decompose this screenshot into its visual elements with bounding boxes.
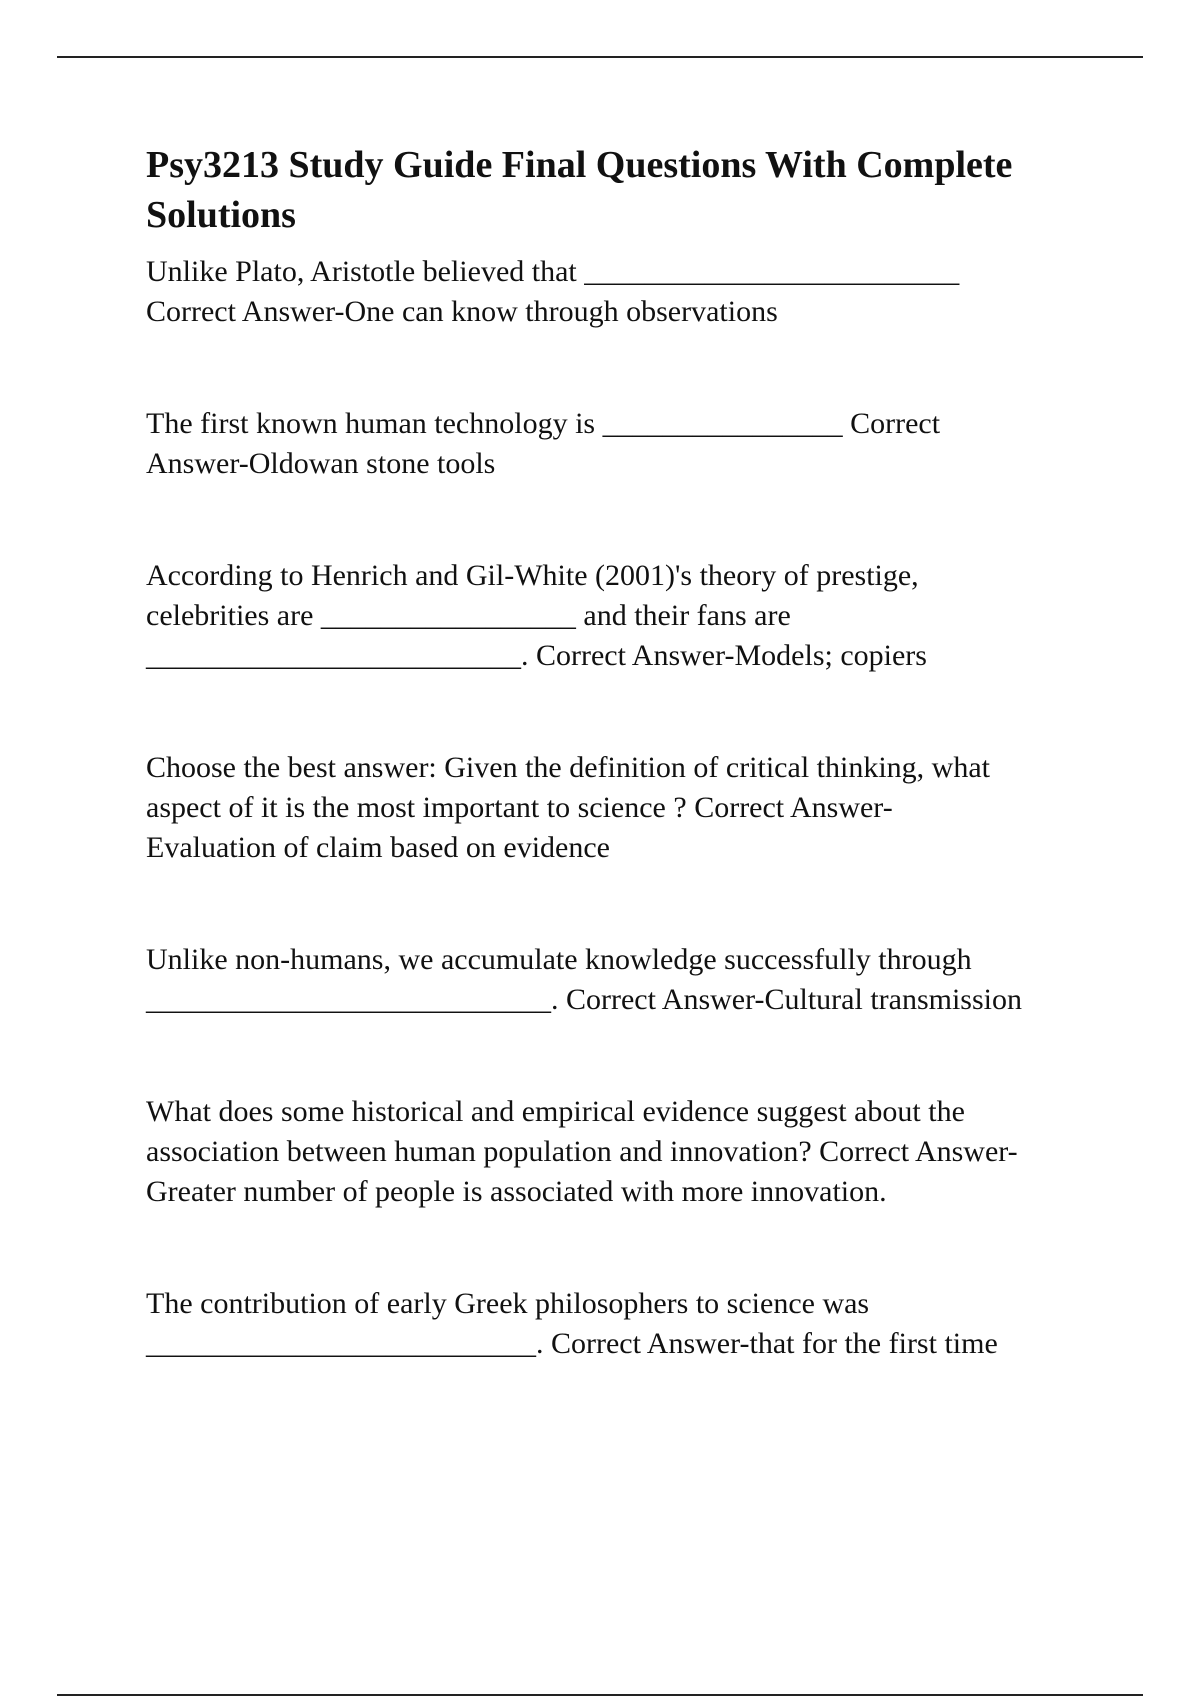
question-item	[146, 1092, 1106, 1212]
question-item	[146, 556, 1106, 676]
answer-text-line: Correct Answer-One can know through observations	[146, 295, 778, 328]
question-text-line: What does some historical and empirical evidence suggest about the	[146, 1095, 965, 1128]
question-item	[146, 252, 1106, 332]
header-rule	[57, 56, 1143, 58]
answer-text-line: Greater number of people is associated with more innovation.	[146, 1175, 887, 1208]
answer-text-line: __________________________. Correct Answer-that for the first time	[146, 1327, 998, 1360]
title-line-2: Solutions	[146, 194, 296, 236]
question-text-line: Choose the best answer: Given the definition of critical thinking, what	[146, 751, 990, 784]
question-text-line: association between human population and innovation? Correct Answer-	[146, 1135, 1018, 1168]
question-text-line: According to Henrich and Gil-White (2001)'s theory of prestige,	[146, 559, 919, 592]
question-text-line: Unlike non-humans, we accumulate knowledge successfully through	[146, 943, 972, 976]
question-text-line: Unlike Plato, Aristotle believed that _________________________	[146, 255, 960, 288]
document-title	[146, 140, 1106, 240]
question-text-line: The first known human technology is ________________ Correct	[146, 407, 941, 440]
question-text-line: The contribution of early Greek philosophers to science was	[146, 1287, 870, 1320]
question-item	[146, 404, 1106, 484]
answer-text-line: ___________________________. Correct Answer-Cultural transmission	[146, 983, 1022, 1016]
question-text-line: aspect of it is the most important to science ? Correct Answer-	[146, 791, 893, 824]
answer-text-line: Evaluation of claim based on evidence	[146, 831, 610, 864]
question-item	[146, 940, 1106, 1020]
question-list	[146, 252, 1106, 1364]
question-item	[146, 1284, 1106, 1364]
question-text-line: celebrities are _________________ and their fans are	[146, 599, 791, 632]
title-line-1: Psy3213 Study Guide Final Questions With Complete	[146, 144, 1013, 186]
question-item	[146, 748, 1106, 868]
document-body	[146, 140, 1106, 1364]
footer-rule	[57, 1694, 1143, 1696]
answer-text-line: _________________________. Correct Answer-Models; copiers	[146, 639, 927, 672]
answer-text-line: Answer-Oldowan stone tools	[146, 447, 496, 480]
